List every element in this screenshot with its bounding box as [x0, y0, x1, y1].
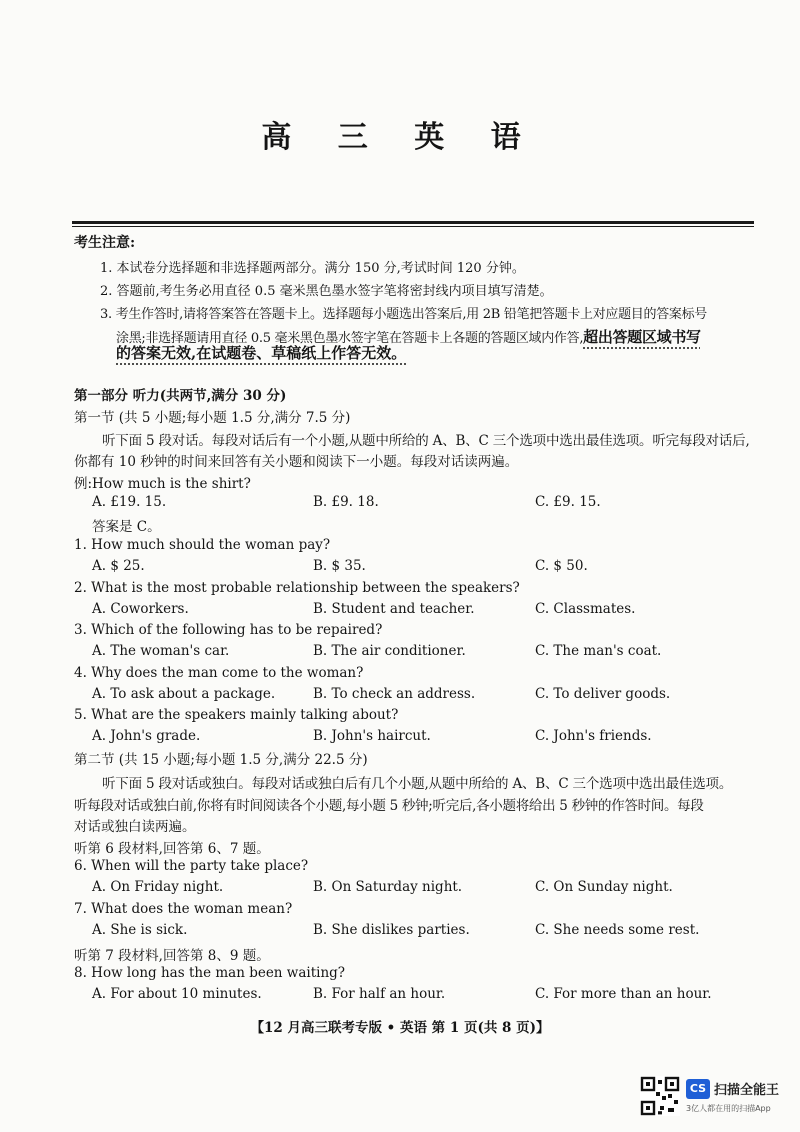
section1-heading: 第一节 (共 5 小题;每小题 1.5 分,满分 7.5 分)	[74, 410, 351, 426]
camscanner-logo-icon: CS	[686, 1079, 710, 1099]
question-2-option-c: C. Classmates.	[535, 601, 636, 617]
question-7-option-b: B. She dislikes parties.	[313, 922, 470, 938]
notice-item-3-text: 涂黑;非选择题请用直径 0.5 毫米黑色墨水签字笔在答题卡上各题的答题区域内作答,	[116, 331, 584, 346]
page-footer: 【12 月高三联考专版 • 英语 第 1 页(共 8 页)】	[250, 1020, 550, 1036]
question-6-option-a: A. On Friday night.	[92, 879, 224, 895]
question-4-option-c: C. To deliver goods.	[535, 686, 671, 702]
question-5: 5. What are the speakers mainly talking about?	[74, 707, 399, 723]
question-7-option-c: C. She needs some rest.	[535, 922, 700, 938]
section2-intro-line3: 对话或独白读两遍。	[74, 819, 196, 835]
question-3-option-c: C. The man's coat.	[535, 643, 662, 659]
question-5-option-c: C. John's friends.	[535, 728, 652, 744]
section2-intro-line1: 听下面 5 段对话或独白。每段对话或独白后有几个小题,从题中所给的 A、B、C 三个选项中选出最佳选项。	[102, 776, 733, 792]
example-option-a: A. £19. 15.	[92, 494, 167, 510]
example-answer: 答案是 C。	[92, 519, 161, 535]
question-5-option-a: A. John's grade.	[92, 728, 201, 744]
section2-heading: 第二节 (共 15 小题;每小题 1.5 分,满分 22.5 分)	[74, 752, 368, 768]
question-2: 2. What is the most probable relationship between the speakers?	[74, 580, 520, 596]
question-6: 6. When will the party take place?	[74, 858, 309, 874]
question-5-option-b: B. John's haircut.	[313, 728, 431, 744]
question-4-option-b: B. To check an address.	[313, 686, 476, 702]
qr-code-icon	[640, 1076, 680, 1116]
scanner-app-name: 扫描全能王	[714, 1083, 780, 1098]
section2-intro-line2: 听每段对话或独白前,你将有时间阅读各个小题,每小题 5 秒钟;听完后,各小题将给出 5 秒钟的作答时间。每段	[74, 798, 704, 814]
question-4: 4. Why does the man come to the woman?	[74, 665, 364, 681]
notice-heading: 考生注意:	[74, 235, 136, 251]
question-3-option-a: A. The woman's car.	[92, 643, 230, 659]
question-8-option-c: C. For more than an hour.	[535, 986, 712, 1002]
example-option-b: B. £9. 18.	[313, 494, 379, 510]
material-6-heading: 听第 6 段材料,回答第 6、7 题。	[74, 841, 270, 857]
notice-item-3-emphasis-line: 的答案无效,在试题卷、草稿纸上作答无效。	[116, 344, 407, 362]
example-option-c: C. £9. 15.	[535, 494, 601, 510]
material-7-heading: 听第 7 段材料,回答第 8、9 题。	[74, 948, 270, 964]
section1-intro-line2: 你都有 10 秒钟的时间来回答有关小题和阅读下一小题。每段对话读两遍。	[74, 454, 519, 470]
example-question: 例:How much is the shirt?	[74, 476, 251, 492]
question-7: 7. What does the woman mean?	[74, 901, 293, 917]
question-2-option-b: B. Student and teacher.	[313, 601, 475, 617]
question-4-option-a: A. To ask about a package.	[92, 686, 276, 702]
question-8-option-a: A. For about 10 minutes.	[92, 986, 262, 1002]
part1-heading: 第一部分 听力(共两节,满分 30 分)	[74, 388, 287, 404]
section1-intro-line1: 听下面 5 段对话。每段对话后有一个小题,从题中所给的 A、B、C 三个选项中选出最佳选项。听完每段对话后,	[102, 433, 750, 449]
question-2-option-a: A. Coworkers.	[92, 601, 189, 617]
question-3-option-b: B. The air conditioner.	[313, 643, 466, 659]
header-rule-thin	[72, 226, 754, 227]
notice-item-1: 1. 本试卷分选择题和非选择题两部分。满分 150 分,考试时间 120 分钟。	[100, 261, 525, 276]
notice-item-3: 3. 考生作答时,请将答案答在答题卡上。选择题每小题选出答案后,用 2B 铅笔把答题卡上对应题目的答案标号	[100, 307, 707, 322]
notice-item-3-emphasis: 超出答题区域书写	[583, 328, 701, 346]
question-8-option-b: B. For half an hour.	[313, 986, 446, 1002]
question-8: 8. How long has the man been waiting?	[74, 965, 346, 981]
question-6-option-c: C. On Sunday night.	[535, 879, 673, 895]
question-1: 1. How much should the woman pay?	[74, 537, 331, 553]
question-6-option-b: B. On Saturday night.	[313, 879, 463, 895]
question-1-option-b: B. $ 35.	[313, 558, 366, 574]
page-title: 高 三 英 语	[261, 120, 539, 155]
scanner-tagline: 3亿人都在用的扫描App	[686, 1104, 771, 1113]
question-1-option-a: A. $ 25.	[92, 558, 145, 574]
question-1-option-c: C. $ 50.	[535, 558, 588, 574]
header-rule-thick	[72, 221, 754, 224]
question-7-option-a: A. She is sick.	[92, 922, 188, 938]
notice-item-2: 2. 答题前,考生务必用直径 0.5 毫米黑色墨水签字笔将密封线内项目填写清楚。	[100, 284, 553, 299]
question-3: 3. Which of the following has to be repaired?	[74, 622, 383, 638]
